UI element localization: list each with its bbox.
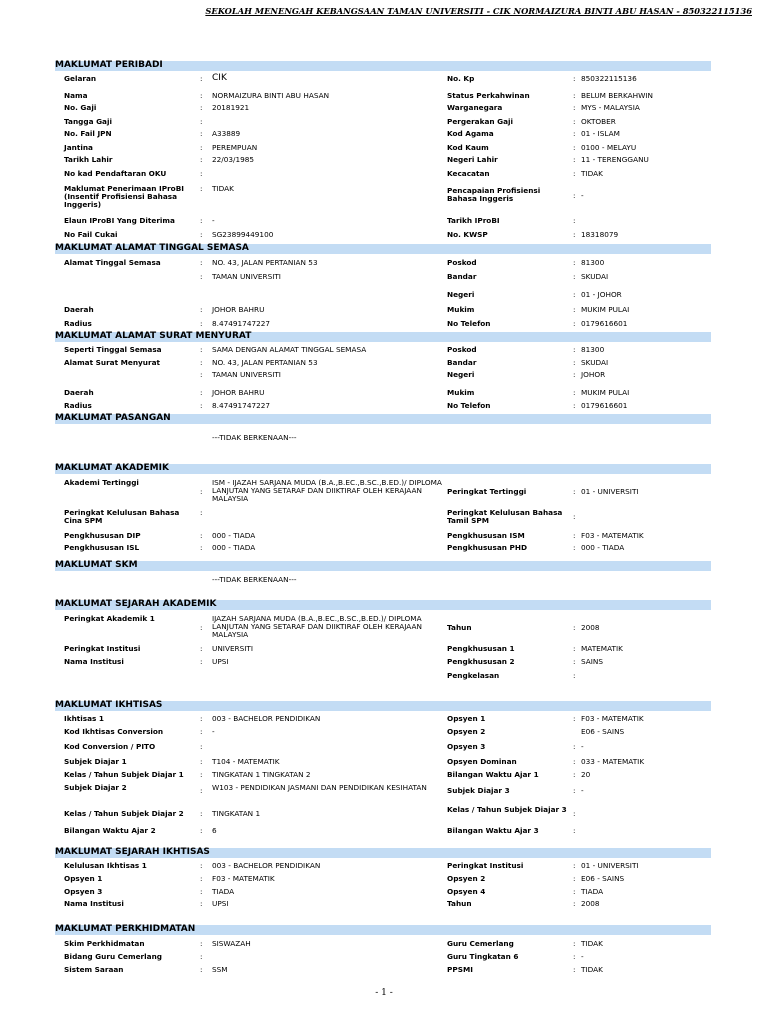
colon: : [573,155,576,164]
colon: : [573,531,576,540]
sej-opsyen-1-value: F03 - MATEMATIK [212,874,275,883]
colon: : [573,258,576,267]
colon: : [573,272,576,281]
section-title: MAKLUMAT AKADEMIK [55,463,169,473]
colon: : [573,623,576,632]
pergerakan-gaji-value: OKTOBER [581,117,616,126]
jantina-label: Jantina [64,143,93,152]
nama-value: NORMAIZURA BINTI ABU HASAN [212,91,330,100]
colon: : [573,644,576,653]
sej-opsyen-3-label: Opsyen 3 [64,887,103,896]
kelas-tahun-2-label: Kelas / Tahun Subjek Diajar 2 [64,809,184,818]
kelas-tahun-1-value: TINGKATAN 1 TINGKATAN 2 [212,770,311,779]
pengkelasan-label: Pengkelasan [447,671,500,680]
no-fail-jpn-value: A33889 [212,129,241,138]
kod-agama-label: Kod Agama [447,129,494,138]
negeri-1-value: 01 - JOHOR [581,290,622,299]
pengkhususan-1-value: MATEMATIK [581,644,623,653]
no-gaji-value: 20181921 [212,103,250,112]
sej-tahun-label: Tahun [447,899,472,908]
colon: : [573,874,576,883]
colon: : [200,230,203,239]
no-fail-cukai-label: No Fail Cukai [64,230,118,239]
alamat-tinggal-label: Alamat Tinggal Semasa [64,258,161,267]
jantina-value: PEREMPUAN [212,143,258,152]
negeri-2-label: Negeri [447,370,475,379]
warganegara-label: Warganegara [447,103,503,112]
colon: : [200,899,203,908]
colon: : [573,742,576,751]
colon: : [200,809,203,818]
tahun-akademik-value: 2008 [581,623,600,632]
colon: : [573,216,576,225]
ikhtisas-1-label: Ikhtisas 1 [64,714,104,723]
section-sejarah-akademik [55,600,711,610]
section-alamat-tinggal [55,244,711,254]
poskod-1-value: 81300 [581,258,605,267]
radius-1-label: Radius [64,319,92,328]
colon: : [573,74,576,83]
colon: : [200,129,203,138]
subjek-diajar-3-value: - [581,786,584,795]
colon: : [200,358,203,367]
pencapaian-profisiensi-value: - [581,191,584,200]
colon: : [573,290,576,299]
colon: : [200,826,203,835]
guru-tingkatan-6-value: - [581,952,584,961]
no-kad-oku-label: No kad Pendaftaran OKU [64,169,167,178]
colon: : [200,272,203,281]
kelulusan-ikhtisas-1-value: 003 - BACHELOR PENDIDIKAN [212,861,321,870]
colon: : [200,952,203,961]
colon: : [200,345,203,354]
colon: : [200,714,203,723]
kecacatan-value: TIDAK [581,169,603,178]
colon: : [573,91,576,100]
section-ikhtisas [55,701,711,711]
skim-value: SISWAZAH [212,939,251,948]
bandar-2-label: Bandar [447,358,477,367]
peringkat-tertinggi-label: Peringkat Tertinggi [447,487,527,496]
kod-ikhtisas-conv-value: - [212,727,215,736]
section-perkhidmatan [55,925,711,935]
section-title: MAKLUMAT SEJARAH IKHTISAS [55,847,210,857]
daerah-2-label: Daerah [64,388,94,397]
negeri-lahir-label: Negeri Lahir [447,155,498,164]
colon: : [200,623,203,632]
colon: : [573,358,576,367]
colon: : [573,757,576,766]
colon: : [573,952,576,961]
alamat-tinggal-value: NO. 43, JALAN PERTANIAN 53 [212,258,318,267]
bilangan-waktu-2-value: 6 [212,826,217,835]
colon: : [573,103,576,112]
sej-opsyen-1-label: Opsyen 1 [64,874,103,883]
mukim-2-value: MUKIM PULAI [581,388,630,397]
pencapaian-profisiensi-label: Pencapaian Profisiensi Bahasa Inggeris [447,186,541,203]
peringkat-tertinggi-value: 01 - UNIVERSITI [581,487,639,496]
colon: : [573,786,576,795]
skm-note: ---TIDAK BERKENAAN--- [212,575,297,584]
colon: : [573,191,576,200]
pergerakan-gaji-label: Pergerakan Gaji [447,117,514,126]
kelulusan-ikhtisas-1-label: Kelulusan Ikhtisas 1 [64,861,147,870]
section-title: MAKLUMAT PASANGAN [55,413,171,423]
elaun-iprobi-label: Elaun IProBI Yang Diterima [64,216,175,225]
alamat-surat-label: Alamat Surat Menyurat [64,358,160,367]
sistem-saraan-label: Sistem Saraan [64,965,124,974]
isl-label: Pengkhususan ISL [64,543,140,552]
opsyen-dominan-label: Opsyen Dominan [447,757,517,766]
elaun-iprobi-value: - [212,216,215,225]
mukim-1-label: Mukim [447,305,475,314]
ikhtisas-1-value: 003 - BACHELOR PENDIDIKAN [212,714,321,723]
subjek-diajar-3-label: Subjek Diajar 3 [447,786,510,795]
colon: : [573,230,576,239]
colon: : [573,487,576,496]
colon: : [573,512,576,521]
radius-1-value: 8.47491747227 [212,319,271,328]
guru-cemerlang-value: TIDAK [581,939,603,948]
ism-value: F03 - MATEMATIK [581,531,644,540]
pengkhususan-2-value: SAINS [581,657,604,666]
opsyen-2-label: Opsyen 2 [447,727,486,736]
sej-peringkat-institusi-label: Peringkat Institusi [447,861,524,870]
kod-kaum-value: 0100 - MELAYU [581,143,637,152]
kelas-tahun-2-value: TINGKATAN 1 [212,809,261,818]
no-kwsp-value: 18318079 [581,230,619,239]
kod-kaum-label: Kod Kaum [447,143,489,152]
colon: : [200,742,203,751]
telefon-1-label: No Telefon [447,319,491,328]
colon: : [200,727,203,736]
kelas-tahun-1-label: Kelas / Tahun Subjek Diajar 1 [64,770,184,779]
colon: : [573,370,576,379]
dip-value: 000 - TIADA [212,531,256,540]
colon: : [200,370,203,379]
colon: : [200,169,203,178]
section-title: MAKLUMAT SEJARAH AKADEMIK [55,599,217,609]
no-kp-label: No. Kp [447,74,475,83]
colon: : [200,117,203,126]
kod-ikhtisas-conv-label: Kod Ikhtisas Conversion [64,727,164,736]
akademik-1-label: Peringkat Akademik 1 [64,614,155,623]
colon: : [200,184,203,193]
bandar-1-value: SKUDAI [581,272,609,281]
sej-opsyen-4-value: TIADA [581,887,604,896]
iprobi-value: TIDAK [212,184,234,193]
nama-institusi-label: Nama Institusi [64,657,124,666]
no-fail-cukai-value: SG23899449100 [212,230,274,239]
sej-tahun-value: 2008 [581,899,600,908]
colon: : [573,965,576,974]
negeri-2-value: JOHOR [581,370,606,379]
tarikh-lahir-label: Tarikh Lahir [64,155,113,164]
dip-label: Pengkhususan DIP [64,531,141,540]
colon: : [573,671,576,680]
colon: : [200,508,203,517]
colon: : [573,345,576,354]
section-peribadi [55,61,711,71]
ppsmi-label: PPSMI [447,965,473,974]
akademi-tertinggi-value: ISM - IJAZAH SARJANA MUDA (B.A.,B.EC.,B.SC.,B.ED.)/ DIPLOMA LANJUTAN YANG SETARAF DAN DIIKTIRAF OLEH KERAJAAN MALAYSIA [212,478,442,503]
section-sejarah-ikhtisas [55,848,711,858]
warganegara-value: MYS - MALAYSIA [581,103,640,112]
gelaran-label: Gelaran [64,74,97,83]
sej-opsyen-2-label: Opsyen 2 [447,874,486,883]
tahun-akademik-label: Tahun [447,623,472,632]
colon: : [573,826,576,835]
colon: : [573,770,576,779]
subjek-diajar-1-label: Subjek Diajar 1 [64,757,127,766]
seperti-tinggal-value: SAMA DENGAN ALAMAT TINGGAL SEMASA [212,345,367,354]
colon: : [573,899,576,908]
kod-conv-pito-label: Kod Conversion / PITO [64,742,156,751]
negeri-1-label: Negeri [447,290,475,299]
subjek-diajar-2-label: Subjek Diajar 2 [64,783,127,792]
peringkat-institusi-value: UNIVERSITI [212,644,254,653]
colon: : [200,939,203,948]
bilangan-waktu-1-value: 20 [581,770,591,779]
colon: : [200,143,203,152]
colon: : [200,91,203,100]
colon: : [573,117,576,126]
ppsmi-value: TIDAK [581,965,603,974]
akademik-1-value: IJAZAH SARJANA MUDA (B.A.,B.EC.,B.SC.,B.ED.)/ DIPLOMA LANJUTAN YANG SETARAF DAN DIIKTIRAF OLEH KERAJAAN MALAYSIA [212,614,422,639]
colon: : [573,543,576,552]
colon: : [573,714,576,723]
poskod-2-value: 81300 [581,345,605,354]
colon: : [200,531,203,540]
telefon-2-label: No Telefon [447,401,491,410]
telefon-1-value: 0179616601 [581,319,628,328]
sej-opsyen-2-value: E06 - SAINS [581,874,625,883]
alamat-surat-value: NO. 43, JALAN PERTANIAN 53 [212,358,318,367]
colon: : [200,543,203,552]
pasangan-note: ---TIDAK BERKENAAN--- [212,433,297,442]
section-title: MAKLUMAT PERIBADI [55,60,163,70]
section-pasangan [55,414,711,424]
colon: : [200,401,203,410]
colon: : [573,143,576,152]
opsyen-2-value: E06 - SAINS [581,727,625,736]
mukim-1-value: MUKIM PULAI [581,305,630,314]
tangga-gaji-label: Tangga Gaji [64,117,112,126]
no-fail-jpn-label: No. Fail JPN [64,129,112,138]
tarikh-lahir-value: 22/03/1985 [212,155,255,164]
colon: : [200,786,203,795]
kecacatan-label: Kecacatan [447,169,490,178]
colon: : [200,319,203,328]
colon: : [200,487,203,496]
colon: : [573,887,576,896]
pengkhususan-1-label: Pengkhususan 1 [447,644,515,653]
guru-tingkatan-6-label: Guru Tingkatan 6 [447,952,519,961]
page-number: - 1 - [375,988,393,998]
bidang-guru-label: Bidang Guru Cemerlang [64,952,162,961]
akademi-tertinggi-label: Akademi Tertinggi [64,478,139,487]
colon: : [573,129,576,138]
ism-label: Pengkhususan ISM [447,531,525,540]
colon: : [573,319,576,328]
colon: : [573,401,576,410]
kelulusan-tamil-label: Peringkat Kelulusan Bahasa Tamil SPM [447,508,563,525]
colon: : [200,644,203,653]
section-skm [55,561,711,571]
section-akademik [55,464,711,474]
kod-agama-value: 01 - ISLAM [581,129,620,138]
bilangan-waktu-3-label: Bilangan Waktu Ajar 3 [447,826,539,835]
colon: : [200,657,203,666]
phd-value: 000 - TIADA [581,543,625,552]
section-title: MAKLUMAT IKHTISAS [55,700,163,710]
telefon-2-value: 0179616601 [581,401,628,410]
section-title: MAKLUMAT PERKHIDMATAN [55,924,196,934]
daerah-1-value: JOHOR BAHRU [212,305,265,314]
radius-2-label: Radius [64,401,92,410]
colon: : [200,757,203,766]
colon: : [573,305,576,314]
colon: : [573,388,576,397]
colon: : [200,74,203,83]
colon: : [200,874,203,883]
opsyen-3-label: Opsyen 3 [447,742,486,751]
bilangan-waktu-2-label: Bilangan Waktu Ajar 2 [64,826,156,835]
opsyen-3-value: - [581,742,584,751]
no-kp-value: 850322115136 [581,74,637,83]
opsyen-dominan-value: 033 - MATEMATIK [581,757,645,766]
phd-label: Pengkhususan PHD [447,543,528,552]
radius-2-value: 8.47491747227 [212,401,271,410]
sej-nama-institusi-value: UPSI [212,899,229,908]
subjek-diajar-2-value: W103 - PENDIDIKAN JASMANI DAN PENDIDIKAN KESIHATAN [212,783,427,792]
section-title: MAKLUMAT ALAMAT SURAT MENYURAT [55,331,252,341]
sistem-saraan-value: SSM [212,965,228,974]
negeri-lahir-value: 11 - TERENGGANU [581,155,649,164]
section-alamat-surat [55,332,711,342]
daerah-2-value: JOHOR BAHRU [212,388,265,397]
colon: : [200,770,203,779]
colon: : [200,216,203,225]
bandar-1-label: Bandar [447,272,477,281]
seperti-tinggal-label: Seperti Tinggal Semasa [64,345,162,354]
pengkhususan-2-label: Pengkhususan 2 [447,657,515,666]
status-perkahwinan-label: Status Perkahwinan [447,91,530,100]
section-title: MAKLUMAT SKM [55,560,138,570]
opsyen-1-label: Opsyen 1 [447,714,486,723]
colon: : [200,965,203,974]
sej-opsyen-3-value: TIADA [212,887,235,896]
alamat-tinggal-2-value: TAMAN UNIVERSITI [212,272,281,281]
nama-institusi-value: UPSI [212,657,229,666]
colon: : [200,305,203,314]
no-gaji-label: No. Gaji [64,103,97,112]
peringkat-institusi-label: Peringkat Institusi [64,644,141,653]
mukim-2-label: Mukim [447,388,475,397]
poskod-2-label: Poskod [447,345,477,354]
alamat-surat-2-value: TAMAN UNIVERSITI [212,370,281,379]
sej-opsyen-4-label: Opsyen 4 [447,887,486,896]
daerah-1-label: Daerah [64,305,94,314]
nama-label: Nama [64,91,88,100]
section-title: MAKLUMAT ALAMAT TINGGAL SEMASA [55,243,249,253]
iprobi-label: Maklumat Penerimaan IProBI (Insentif Profisiensi Bahasa Inggeris) [64,184,184,209]
colon: : [200,103,203,112]
colon: : [200,388,203,397]
poskod-1-label: Poskod [447,258,477,267]
colon: : [200,155,203,164]
isl-value: 000 - TIADA [212,543,256,552]
opsyen-1-value: F03 - MATEMATIK [581,714,644,723]
bandar-2-value: SKUDAI [581,358,609,367]
kelulusan-cina-label: Peringkat Kelulusan Bahasa Cina SPM [64,508,180,525]
tarikh-iprobi-label: Tarikh IProBI [447,216,500,225]
skim-label: Skim Perkhidmatan [64,939,145,948]
no-kwsp-label: No. KWSP [447,230,488,239]
colon: : [573,809,576,818]
colon: : [573,657,576,666]
bilangan-waktu-1-label: Bilangan Waktu Ajar 1 [447,770,539,779]
sej-nama-institusi-label: Nama Institusi [64,899,124,908]
status-perkahwinan-value: BELUM BERKAHWIN [581,91,653,100]
gelaran-value: CIK [212,73,227,83]
document-header: SEKOLAH MENENGAH KEBANGSAAN TAMAN UNIVERSITI - CIK NORMAIZURA BINTI ABU HASAN - 850322115136 [205,6,752,16]
colon: : [200,258,203,267]
colon: : [200,861,203,870]
kelas-tahun-3-label: Kelas / Tahun Subjek Diajar 3 [447,805,567,814]
colon: : [573,939,576,948]
guru-cemerlang-label: Guru Cemerlang [447,939,514,948]
colon: : [200,887,203,896]
colon: : [573,861,576,870]
subjek-diajar-1-value: T104 - MATEMATIK [212,757,280,766]
colon: : [573,169,576,178]
sej-peringkat-institusi-value: 01 - UNIVERSITI [581,861,639,870]
